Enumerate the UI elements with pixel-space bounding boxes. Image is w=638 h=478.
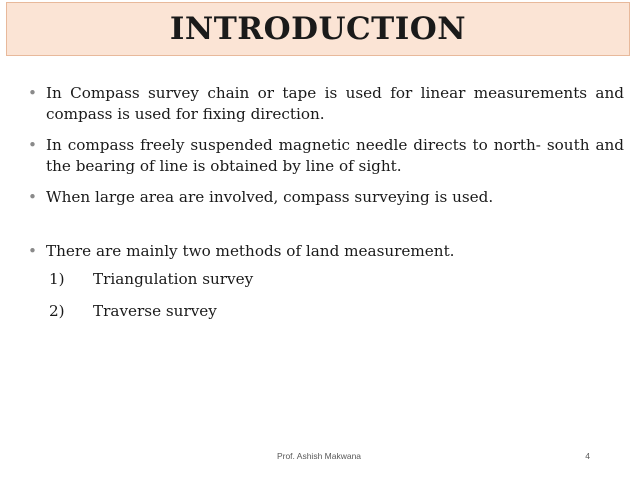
list-text: Traverse survey: [93, 302, 217, 320]
methods-list: [26, 269, 624, 322]
bullet-text: In compass freely suspended magnetic needle directs to north- south and the bearing of line is obtained by line of sight.: [46, 136, 624, 175]
slide-body: [26, 83, 624, 333]
list-number: 2): [49, 302, 65, 320]
bullet-marker: •: [28, 136, 37, 154]
bullet-text: When large area are involved, compass surveying is used.: [46, 188, 494, 206]
bullet-item: [26, 187, 624, 208]
bullet-item: [26, 83, 624, 125]
bullet-marker: •: [28, 84, 37, 102]
bullet-marker: •: [28, 188, 37, 206]
bullet-item: [26, 241, 624, 262]
list-number: 1): [49, 270, 65, 288]
list-item: [49, 269, 624, 290]
bullet-text: In Compass survey chain or tape is used for linear measurements and compass is used for fixing direction.: [46, 84, 624, 123]
page-number: 4: [585, 451, 590, 461]
bullet-item: [26, 135, 624, 177]
bullet-marker: •: [28, 242, 37, 260]
title-bar: [6, 2, 630, 56]
list-text: Triangulation survey: [93, 270, 254, 288]
bullet-text: There are mainly two methods of land measurement.: [46, 242, 455, 260]
footer-author: Prof. Ashish Makwana: [276, 451, 362, 461]
list-item: [49, 301, 624, 322]
slide-title: INTRODUCTION: [169, 11, 467, 47]
